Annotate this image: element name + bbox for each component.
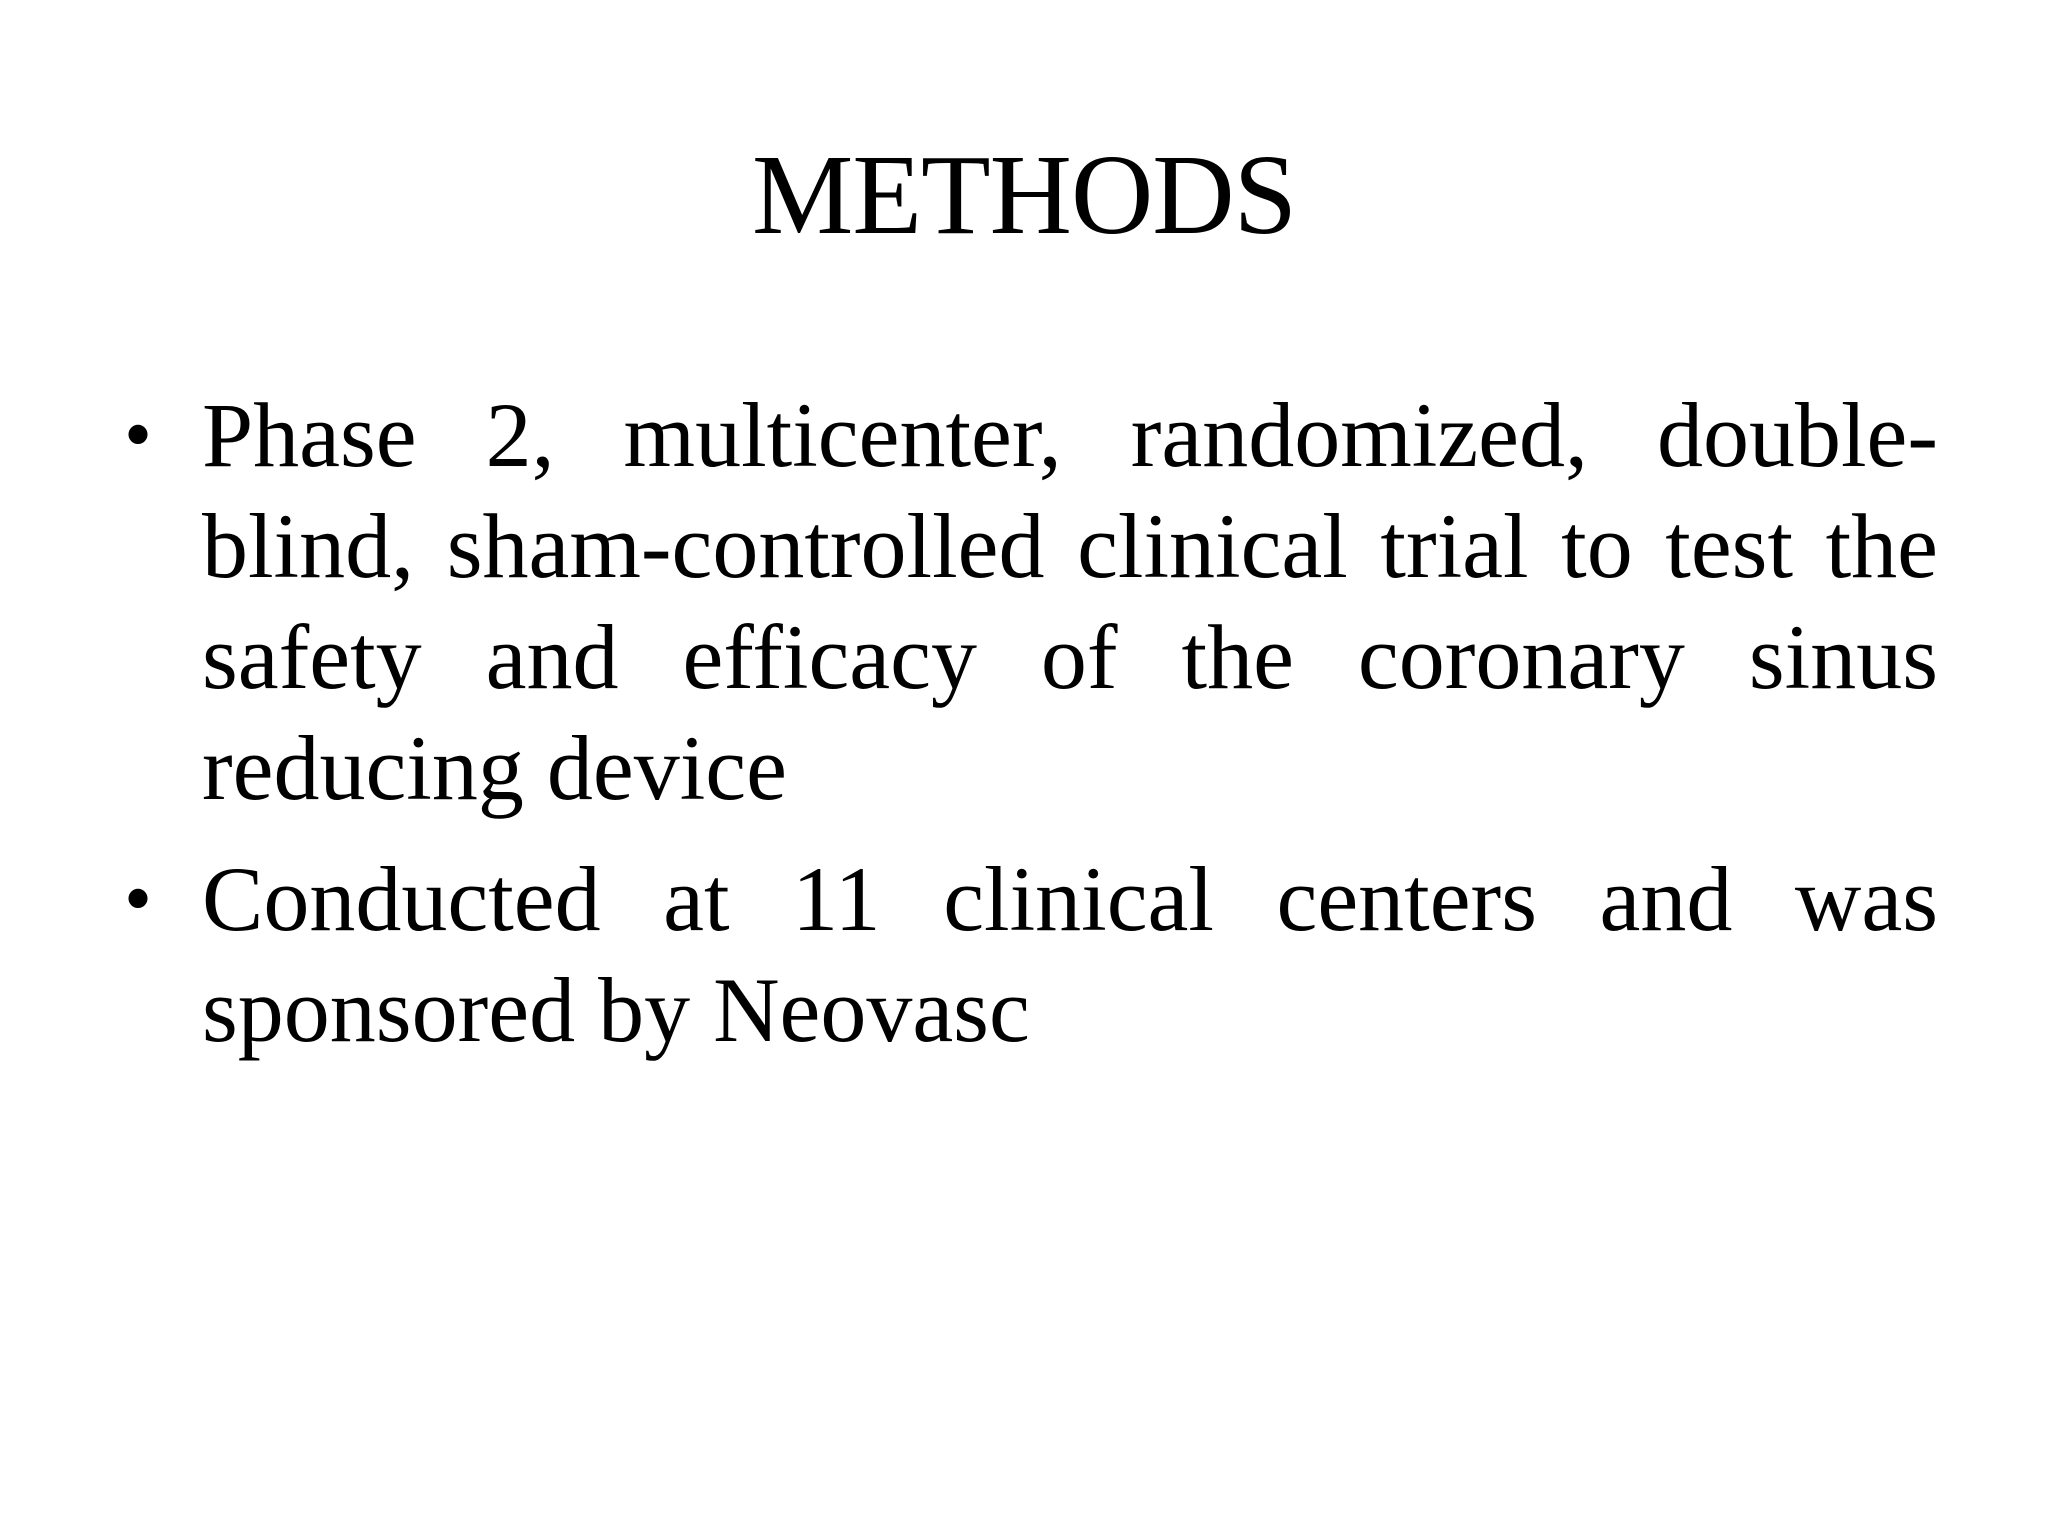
bullet-dot-icon: • bbox=[123, 391, 152, 479]
bullet-dot-icon: • bbox=[123, 855, 152, 943]
slide-title: METHODS bbox=[751, 131, 1297, 258]
bullet-item bbox=[118, 380, 1938, 824]
bullet-text: Phase 2, multicenter, randomized, double-blind, sham-controlled clinical trial to test the safety and efficacy of the coronary sinus reducing device bbox=[202, 384, 1938, 819]
bullet-item bbox=[118, 844, 1938, 1066]
bullet-list bbox=[118, 380, 1938, 1086]
bullet-text: Conducted at 11 clinical centers and was sponsored by Neovasc bbox=[202, 848, 1938, 1061]
